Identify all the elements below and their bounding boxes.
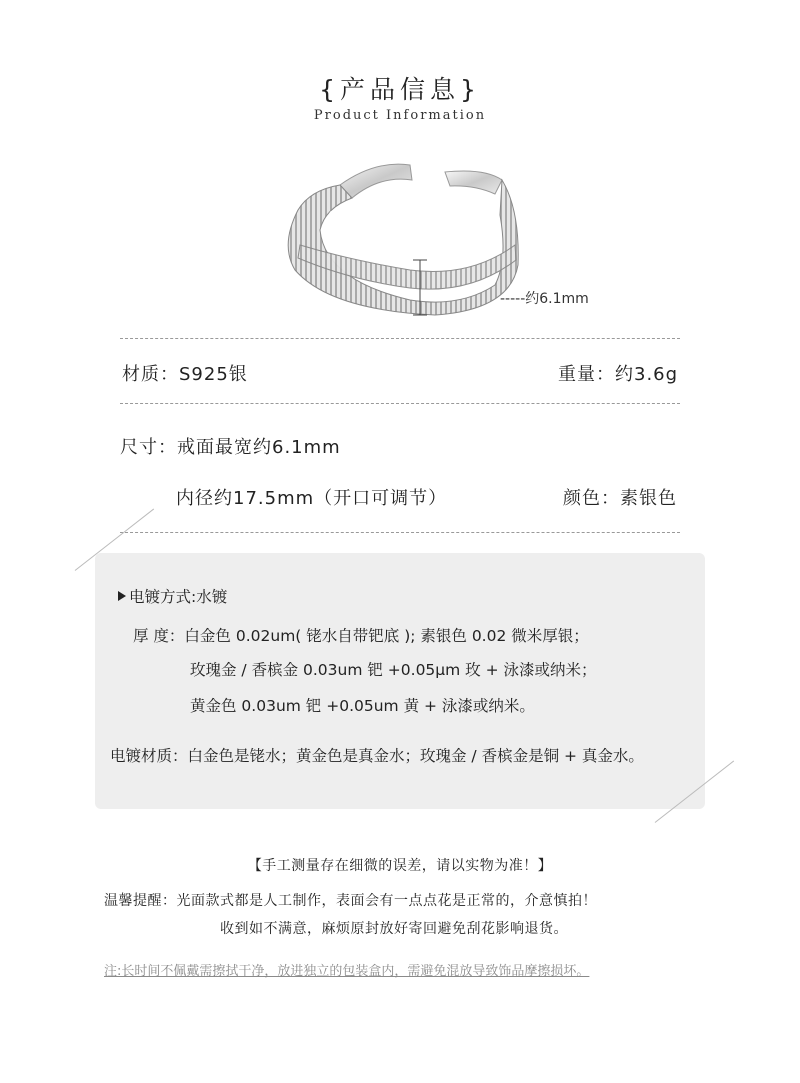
storage-note: 注:长时间不佩戴需擦拭干净，放进独立的包装盒内，需避免混放导致饰品摩擦损坏。: [104, 964, 590, 979]
plating-method: [118, 585, 227, 607]
measurement-note: 【手工测量存在细微的误差，请以实物为准！】: [247, 858, 553, 874]
divider: [120, 338, 680, 339]
page-title: {产品信息}: [319, 75, 481, 104]
plating-thickness-line1: 厚 度：白金色 0.02um( 铑水自带钯底 ); 素银色 0.02 微米厚银；: [133, 627, 589, 645]
divider: [120, 403, 680, 404]
material-spec: 材质：S925银: [122, 364, 248, 385]
color-spec: 颜色：素银色: [563, 488, 677, 509]
care-tip-line1: 温馨提醒：光面款式都是人工制作，表面会有一点点花是正常的，介意慎拍！: [104, 893, 597, 909]
plating-thickness-line2: 玫瑰金 / 香槟金 0.03um 钯 +0.05μm 玫 + 泳漆或纳米；: [190, 661, 597, 679]
plating-method-text: 电镀方式:水镀: [129, 588, 228, 606]
triangle-bullet-icon: [118, 591, 126, 601]
ring-width-label: -----约6.1mm: [500, 291, 589, 307]
inner-diameter-spec: 内径约17.5mm（开口可调节）: [176, 488, 448, 509]
plating-material: 电镀材质：白金色是铑水；黄金色是真金水；玫瑰金 / 香槟金是铜 + 真金水。: [110, 747, 644, 765]
plating-thickness-line3: 黄金色 0.03um 钯 +0.05um 黄 + 泳漆或纳米。: [190, 697, 535, 715]
page-subtitle: Product Information: [313, 108, 487, 123]
weight-spec: 重量：约3.6g: [558, 364, 679, 385]
size-spec: 尺寸：戒面最宽约6.1mm: [120, 437, 341, 458]
ring-product-image: [270, 150, 530, 325]
care-tip-line2: 收到如不满意，麻烦原封放好寄回避免刮花影响退货。: [220, 921, 568, 937]
divider: [120, 532, 680, 533]
